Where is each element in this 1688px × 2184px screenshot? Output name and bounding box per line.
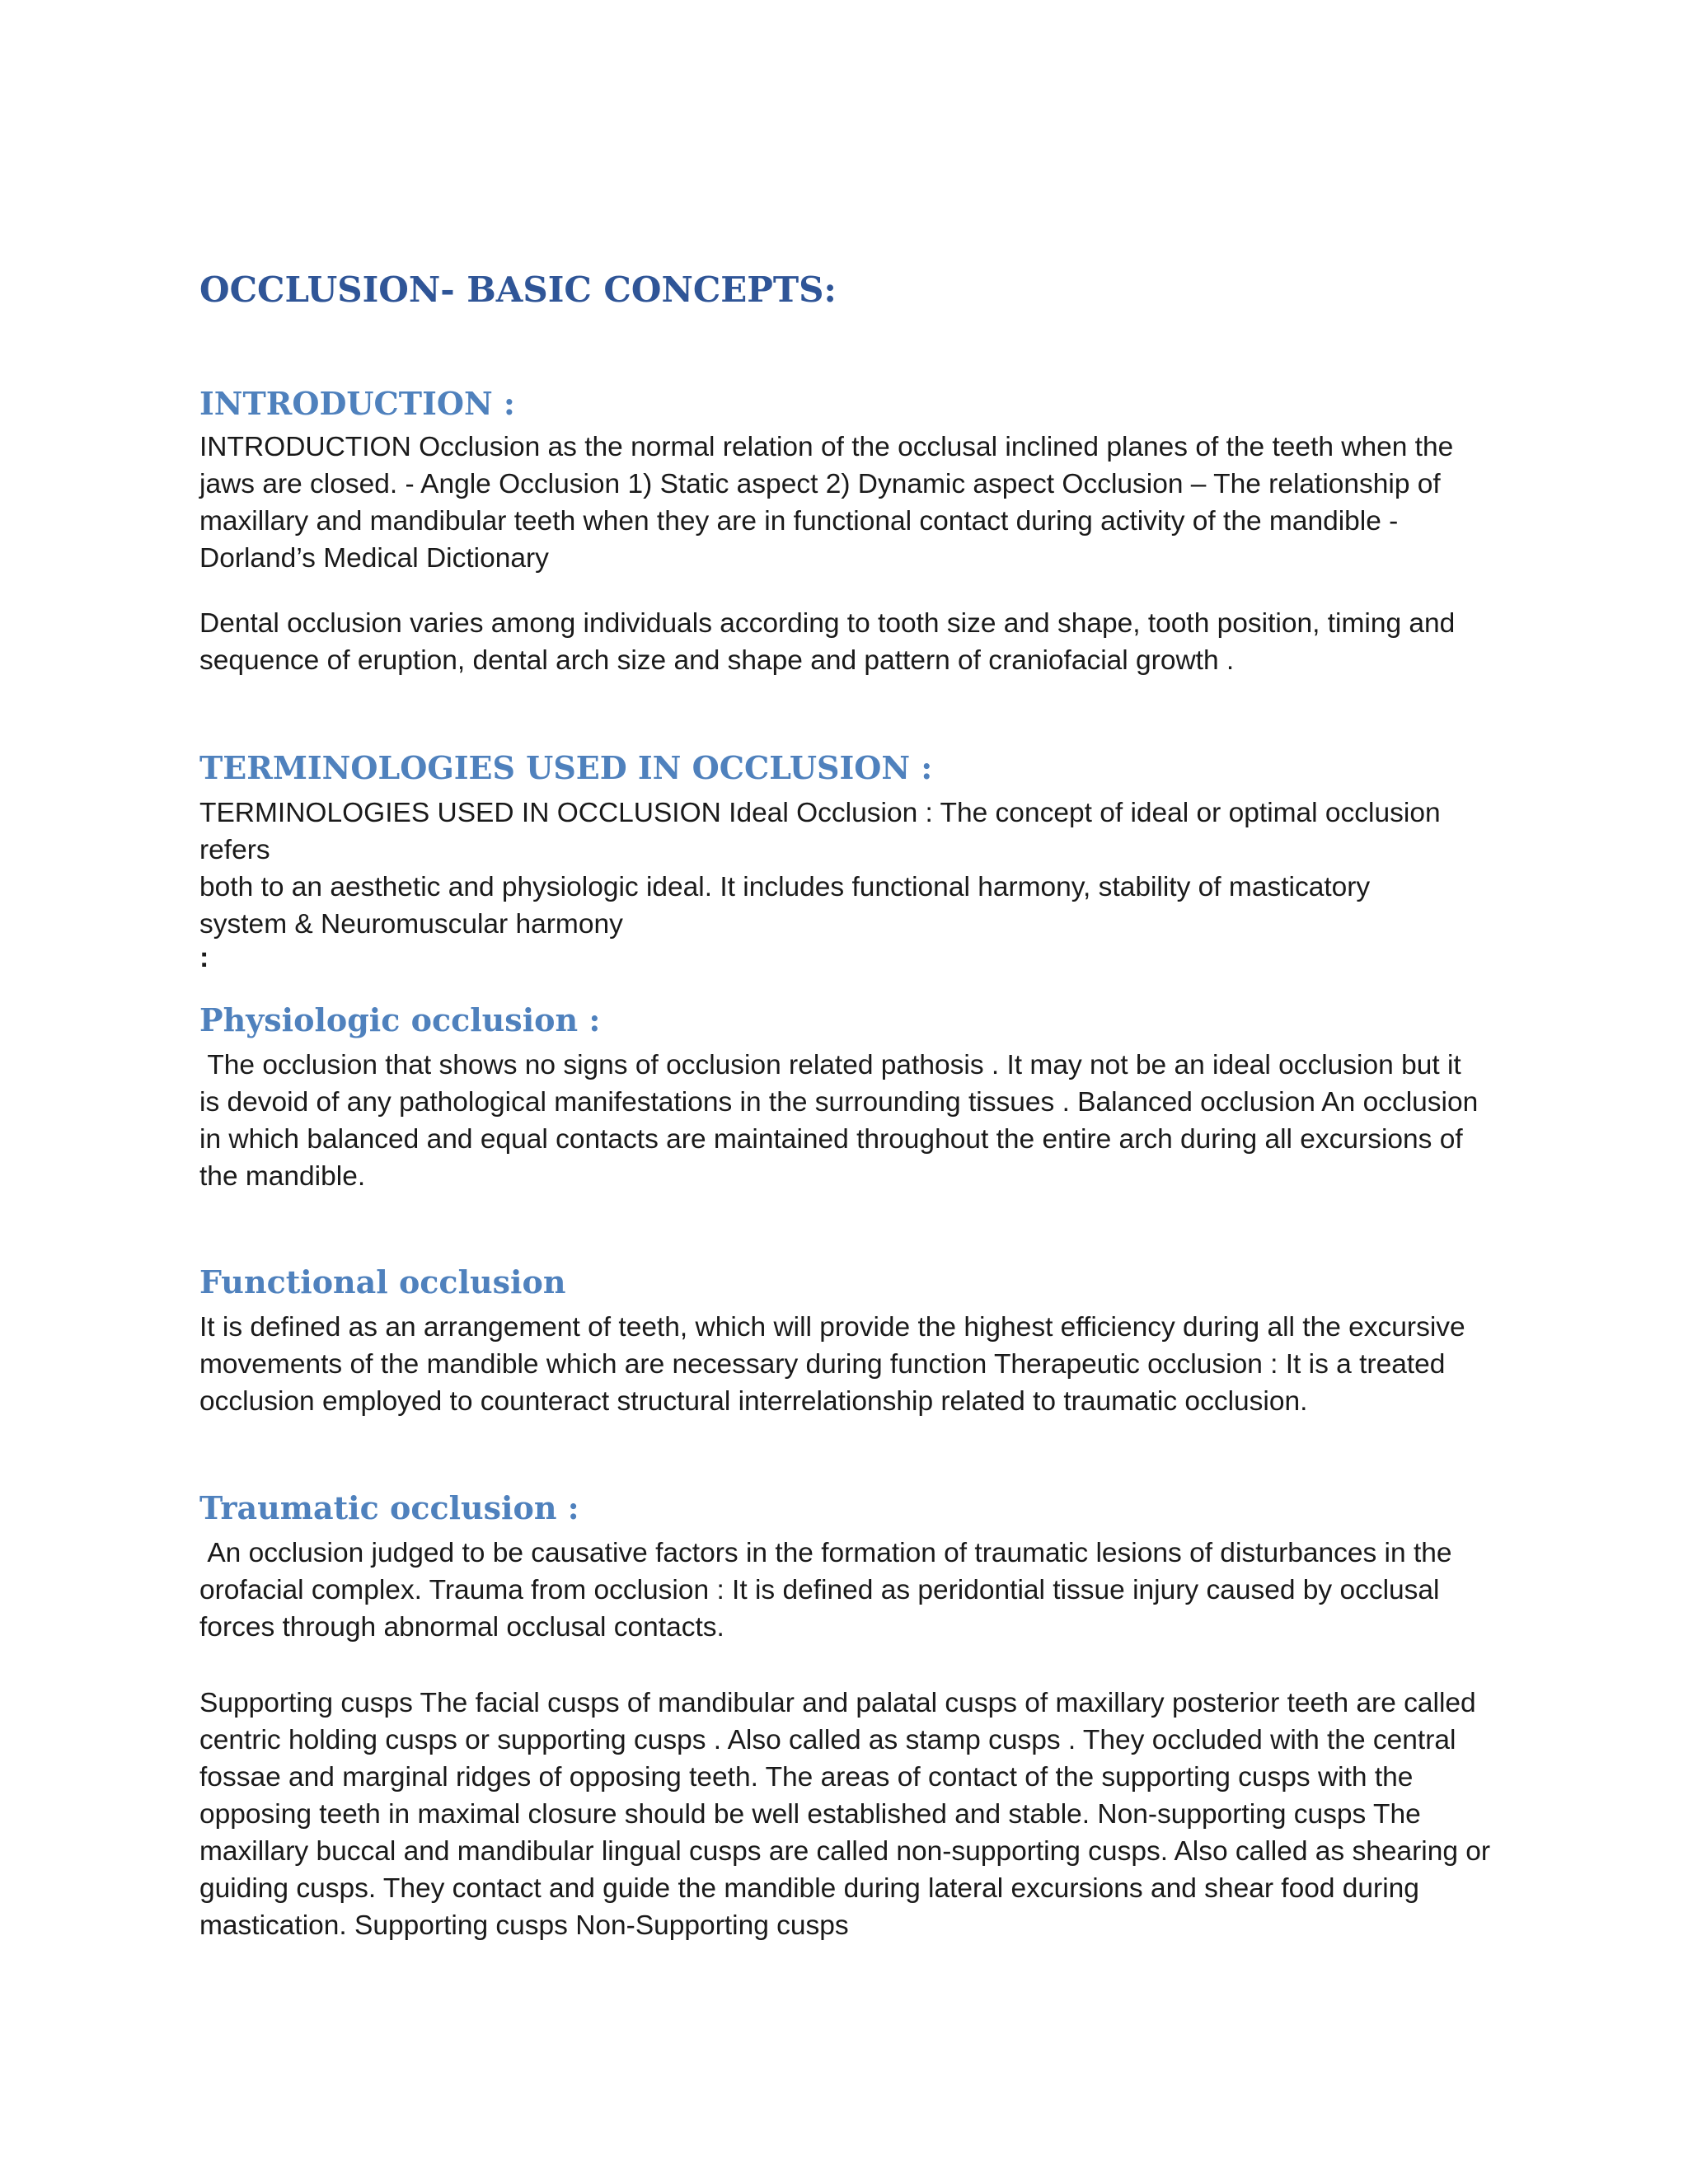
heading-traumatic-occlusion: Traumatic occlusion : [199, 1489, 579, 1526]
traumatic-occlusion-paragraph: An occlusion judged to be causative factors in the formation of traumatic lesions of disturbances in the orofacial complex. Trauma from occlusion : It is defined as peridontial tissue injury caused by occlusal forces through abnormal occlusal contacts. [199, 1538, 1452, 1643]
introduction-paragraph-1: INTRODUCTION Occlusion as the normal relation of the occlusal inclined planes of the teeth when the jaws are closed. - Angle Occlusion 1) Static aspect 2) Dynamic aspect Occlusion – The relationship of maxillary and mandibular teeth when they are in functional contact during activity of the mandible - Dorland’s Medical Dictionary [199, 432, 1454, 574]
terminologies-paragraph: TERMINOLOGIES USED IN OCCLUSION Ideal Occlusion : The concept of ideal or optimal occlusion refers both to an aesthetic and physiologic ideal. It includes functional harmony, stability of masticatory system & Neuromuscular harmony [199, 798, 1441, 940]
page-title: OCCLUSION- BASIC CONCEPTS: [199, 269, 837, 310]
stray-colon: : [199, 942, 209, 973]
physiologic-occlusion-paragraph: The occlusion that shows no signs of occlusion related pathosis . It may not be an ideal occlusion but it is devoid of any pathological manifestations in the surrounding tissues . Balanced occlusion An occlusion in which balanced and equal contacts are maintained throughout the entire arch during all excursions of the mandible. [199, 1050, 1479, 1192]
heading-functional-occlusion: Functional occlusion [199, 1263, 566, 1301]
supporting-cusps-paragraph: Supporting cusps The facial cusps of mandibular and palatal cusps of maxillary posterior teeth are called centric holding cusps or supporting cusps . Also called as stamp cusps . They occluded with the central fossae and marginal ridges of opposing teeth. The areas of contact of the supporting cusps with the opposing teeth in maximal closure should be well established and stable. Non-supporting cusps The maxillary buccal and mandibular lingual cusps are called non-supporting cusps. Also called as shearing or guiding cusps. They contact and guide the mandible during lateral excursions and shear food during mastication. Supporting cusps Non-Supporting cusps [199, 1688, 1491, 1941]
heading-introduction: INTRODUCTION : [199, 385, 515, 422]
heading-physiologic-occlusion: Physiologic occlusion : [199, 1001, 601, 1038]
functional-occlusion-paragraph: It is defined as an arrangement of teeth, which will provide the highest efficiency during all the excursive movements of the mandible which are necessary during function Therapeutic occlusion : It is a treated occlusion employed to counteract structural interrelationship related to traumatic occlusion. [199, 1312, 1465, 1417]
heading-terminologies: TERMINOLOGIES USED IN OCCLUSION : [199, 749, 933, 786]
introduction-paragraph-2: Dental occlusion varies among individuals according to tooth size and shape, tooth position, timing and sequence of eruption, dental arch size and shape and pattern of craniofacial growth . [199, 608, 1456, 676]
